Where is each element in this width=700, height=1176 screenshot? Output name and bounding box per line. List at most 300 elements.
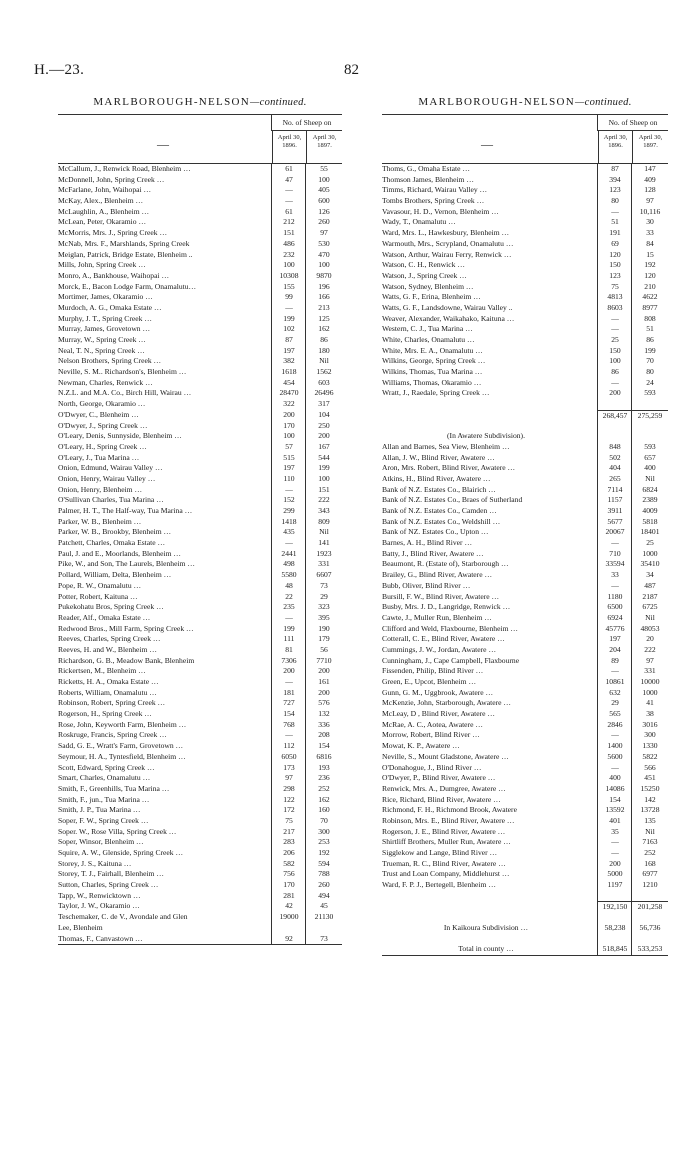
table-row: [58, 282, 342, 293]
owner-name: Storey, J. S., Kaituna …: [58, 858, 132, 868]
sheep-1897: 161: [318, 677, 330, 686]
sheep-1897: 141: [318, 538, 330, 548]
sheep-1897: 210: [644, 281, 656, 291]
owner-name: Warmouth, Mrs., Scrypland, Onamalutu …: [382, 238, 514, 248]
sheep-1897: 86: [320, 335, 328, 344]
sheep-1896: 6924: [607, 612, 623, 622]
sheep-1896: 197: [283, 345, 295, 355]
owner-name: O'Sullivan Charles, Tua Marina …: [58, 495, 164, 505]
owner-name: Storey, T. J., Fairhall, Blenheim …: [58, 869, 164, 879]
sheep-1896: —: [611, 762, 619, 772]
owner-name: Watts, G. F., Erina, Blenheim …: [382, 292, 481, 302]
sheep-1896: 75: [285, 815, 293, 825]
table-row: [58, 827, 342, 838]
table-row: [58, 527, 342, 538]
sheep-1896: 768: [283, 719, 295, 729]
sheep-1896: 80: [611, 196, 619, 206]
sheep-1896: —: [611, 580, 619, 590]
owner-name: Onion, Henry, Wairau Valley …: [58, 473, 156, 483]
sheep-1897: 1330: [642, 741, 658, 751]
sheep-1896: 58,238: [604, 922, 626, 932]
owner-name: Gunn, G. M., Uggbrook, Awatere …: [382, 687, 494, 697]
sheep-1896: 1400: [607, 741, 623, 751]
table-row: [58, 592, 342, 603]
table-row: [382, 303, 668, 314]
sheep-1897: 20: [646, 634, 654, 644]
sheep-1897: 200: [318, 431, 330, 441]
sheep-1897: 201,258: [632, 901, 668, 913]
sheep-1897: 199: [318, 463, 330, 473]
sheep-1897: 494: [318, 890, 330, 900]
table-row: [382, 410, 668, 421]
table-row: [58, 388, 342, 399]
table-row: [58, 185, 342, 196]
table-row: [382, 795, 668, 806]
table-row: [382, 506, 668, 517]
sheep-1897: 24: [646, 377, 654, 387]
owner-name: Smith, F., Greenhills, Tua Marina …: [58, 783, 170, 793]
sheep-1896: 150: [609, 260, 621, 270]
table-row: [382, 538, 668, 549]
sheep-1896: 3911: [607, 506, 623, 515]
owner-name: Palmer, H. T., The Half-way, Tua Marina …: [58, 506, 193, 515]
sheep-1896: 192,150: [598, 901, 632, 913]
sheep-1896: 102: [283, 324, 295, 334]
table-row: [382, 763, 668, 774]
sheep-1896: 20067: [605, 527, 625, 537]
owner-name: Robinson, Robert, Spring Creek …: [58, 698, 166, 708]
table-row: [382, 666, 668, 677]
owner-name: McKay, Alex., Blenheim …: [58, 196, 144, 206]
sheep-1896: 19000: [279, 912, 299, 922]
sheep-1896: 35: [611, 826, 619, 836]
owner-name: Renwick, Mrs. A., Dumgree, Awatere …: [382, 783, 506, 793]
table-row: [382, 784, 668, 795]
sheep-1896: 1418: [281, 516, 297, 526]
sheep-1896: —: [285, 677, 293, 686]
sheep-1896: 155: [283, 281, 295, 291]
owner-name: O'Dwyer, J., Spring Creek …: [58, 420, 148, 430]
owner-name: Monro, A., Bankhouse, Waihopai …: [58, 270, 170, 280]
table-row: [382, 869, 668, 880]
owner-name: Cotterall, C. E., Blind River, Awatere …: [382, 634, 505, 644]
sheep-1896: 122: [283, 794, 295, 804]
sheep-1896: 401: [609, 815, 621, 825]
sheep-1896: 45776: [605, 623, 625, 633]
owner-name: Busby, Mrs. J. D., Langridge, Renwick …: [382, 602, 511, 612]
owner-name: McLeay, D , Blind River, Awatere …: [382, 709, 496, 719]
table-row: [58, 314, 342, 325]
table-row: [382, 634, 668, 645]
table-row: [382, 624, 668, 635]
sheep-1896: 112: [283, 741, 295, 751]
owner-name: Richmond, F. H., Richmond Brook, Awatere: [382, 805, 517, 815]
sheep-1897: 6725: [642, 602, 658, 612]
table-row: [382, 431, 668, 442]
owner-name: Patchett, Charles, Omaka Estate …: [58, 538, 166, 548]
sheep-1896: 100: [283, 260, 295, 270]
sheep-1897: 252: [644, 848, 656, 857]
sheep-1896: 86: [611, 367, 619, 377]
owner-name: Parker, W. B., Brookby, Blenheim …: [58, 527, 172, 537]
table-row: [58, 239, 342, 250]
table-row: [58, 891, 342, 902]
table-row: [58, 666, 342, 677]
sheep-1897: 2187: [642, 591, 658, 601]
owner-name: White, Mrs. E. A., Onamalutu …: [382, 345, 483, 355]
sheep-1897: 30: [646, 217, 654, 227]
sheep-1896: 61: [285, 164, 293, 173]
owner-name: Rogerson, J. E., Blind River, Awatere …: [382, 826, 506, 836]
sheep-1896: 33: [611, 570, 619, 580]
owner-name: Tapp, W., Renwicktown …: [58, 890, 141, 900]
table-row: [58, 677, 342, 688]
sheep-1897: 18401: [640, 527, 660, 537]
owner-name: O'Donahogue, J., Blind River …: [382, 762, 482, 772]
table-row: [58, 934, 342, 945]
sheep-1897: 26496: [314, 388, 334, 398]
table-row: [382, 527, 668, 538]
table-row: [58, 752, 342, 763]
sheep-1896: 1618: [281, 367, 297, 377]
sheep-1897: 566: [644, 762, 656, 772]
table-row: [58, 517, 342, 528]
sheep-1897: 8977: [642, 302, 658, 312]
table-row: [382, 463, 668, 474]
sheep-1896: 454: [283, 377, 295, 387]
sheep-1897: 200: [318, 666, 330, 676]
page-number: 82: [344, 62, 359, 78]
sheep-1897: 25: [646, 538, 654, 548]
owner-name: McKenzie, John, Starborough, Awatere …: [382, 698, 511, 708]
table-row: [58, 442, 342, 453]
sheep-1896: 154: [609, 794, 621, 804]
table-row: [58, 474, 342, 485]
table-row: [382, 613, 668, 624]
sheep-1896: 435: [283, 527, 295, 537]
table-row: [382, 752, 668, 763]
sheep-1897: 199: [644, 345, 656, 355]
owner-name: Taylor, J. W., Okaramio …: [58, 901, 140, 911]
owner-name: Pukekohatu Bros, Spring Creek …: [58, 602, 164, 612]
sheep-1897: 192: [644, 260, 656, 270]
owner-name: Mowat, K. P., Awatere …: [382, 741, 460, 751]
table-row: [382, 196, 668, 207]
table-row: [58, 431, 342, 442]
sheep-1897: 2389: [642, 495, 658, 505]
sheep-1897: 97: [646, 196, 654, 206]
sheep-1896: 2441: [281, 548, 297, 558]
owner-name: (In Awatere Subdivision).: [447, 431, 525, 441]
owner-name: Richardson, G. B., Meadow Bank, Blenheim: [58, 655, 195, 665]
table-row: [58, 709, 342, 720]
sheep-1897: 4009: [642, 506, 658, 515]
sheep-1897: Nil: [645, 826, 655, 836]
sheep-1896: 181: [283, 687, 295, 697]
table-row: [382, 388, 668, 399]
table-row: [382, 356, 668, 367]
sheep-1896: 281: [283, 890, 295, 900]
table-row: [58, 624, 342, 635]
table-row: [382, 292, 668, 303]
sheep-1897: 38: [646, 709, 654, 719]
sheep-1896: 28470: [279, 388, 299, 398]
table-row: [382, 335, 668, 346]
sheep-1897: 6824: [642, 484, 658, 494]
sheep-1896: 322: [283, 399, 295, 409]
sheep-1896: 200: [609, 858, 621, 868]
owner-name: Soper, Winsor, Blenheim …: [58, 837, 144, 847]
sheep-1896: 7306: [281, 655, 297, 665]
sheep-1896: 710: [609, 548, 621, 558]
owner-name: Rogerson, H., Spring Creek …: [58, 709, 152, 719]
sheep-1896: 61: [285, 206, 293, 216]
sheep-1896: 197: [283, 463, 295, 473]
sheep-1897: 3016: [642, 719, 658, 729]
sheep-1896: 404: [609, 463, 621, 473]
sheep-1897: 97: [320, 228, 328, 238]
table-row: [382, 495, 668, 506]
sheep-1897: 70: [320, 815, 328, 825]
owner-name: O'Leary, H., Spring Creek …: [58, 441, 147, 451]
table-row: [58, 816, 342, 827]
table-row: [382, 773, 668, 784]
sheep-1897: 530: [318, 238, 330, 248]
table-row: [58, 741, 342, 752]
table-row: [58, 164, 342, 175]
table-row: [382, 912, 668, 923]
sheep-1896: 172: [283, 805, 295, 815]
sheep-1896: 22: [285, 591, 293, 601]
table-row: [382, 709, 668, 720]
right-table-header: — No. of Sheep on April 30, 1896. April 30, 1897.: [382, 114, 668, 164]
sheep-1897: 15: [646, 249, 654, 259]
sheep-1897: 196: [318, 281, 330, 291]
owner-name: Watson, C. H., Renwick …: [382, 260, 465, 270]
sheep-1896: 25: [611, 335, 619, 344]
year-1896-header: April 30, 1896.: [598, 130, 632, 163]
owner-name: Barnes, A. H., Blind River …: [382, 538, 473, 548]
table-row: [58, 228, 342, 239]
table-row: [58, 848, 342, 859]
owner-name: McFarlane, John, Waihopai …: [58, 185, 152, 195]
owner-name: Sutton, Charles, Spring Creek …: [58, 880, 159, 890]
sheep-1897: 100: [318, 473, 330, 483]
sheep-1896: —: [611, 837, 619, 847]
table-row: [58, 378, 342, 389]
table-row: [382, 837, 668, 848]
owner-name: Wilkins, George, Spring Creek …: [382, 356, 486, 366]
sheep-1896: 2846: [607, 719, 623, 729]
owner-name: Pope, R. W., Onamalutu …: [58, 580, 142, 590]
owner-name: O'Leary, J., Tua Marina …: [58, 452, 140, 462]
sheep-1896: —: [611, 377, 619, 387]
table-row: [382, 228, 668, 239]
table-row: [382, 271, 668, 282]
sheep-1896: 123: [609, 270, 621, 280]
sheep-1896: 14086: [605, 783, 625, 793]
left-column-title: MARLBOROUGH-NELSON—continued.: [93, 96, 307, 108]
table-row: [58, 356, 342, 367]
sheep-1897: 409: [644, 174, 656, 184]
sheep-1897: 100: [318, 260, 330, 270]
sheep-1897: Nil: [645, 473, 655, 483]
sheep-1896: 42: [285, 901, 293, 911]
table-row: [382, 741, 668, 752]
right-column-title: MARLBOROUGH-NELSON—continued.: [418, 96, 632, 108]
sheep-1897: 193: [318, 762, 330, 772]
table-row: [382, 367, 668, 378]
owner-name: Neville, S., Mount Gladstone, Awatere …: [382, 751, 509, 761]
sheep-1897: 788: [318, 869, 330, 879]
sheep-1897: 576: [318, 698, 330, 708]
owner-name: McMorris, Mrs. J., Spring Creek …: [58, 228, 168, 238]
sheep-1896: 382: [283, 356, 295, 366]
table-row: [58, 260, 342, 271]
sheep-1897: 4622: [642, 292, 658, 302]
sheep-1896: —: [285, 484, 293, 494]
sheep-1897: 80: [646, 367, 654, 377]
owner-name: Trust and Loan Company, Middlehurst …: [382, 869, 510, 879]
owner-name: Soper, F. W., Spring Creek …: [58, 815, 149, 825]
table-row: [58, 634, 342, 645]
table-row: [58, 463, 342, 474]
table-row: [58, 880, 342, 891]
sheep-1896: 5600: [607, 751, 623, 761]
sheep-1896: 8603: [607, 302, 623, 312]
sheep-1897: 260: [318, 880, 330, 890]
owner-name: White, Charles, Onamalutu …: [382, 335, 475, 344]
owner-name: Pike, W., and Son, The Laurels, Blenheim …: [58, 559, 195, 569]
sheep-1896: 283: [283, 837, 295, 847]
table-row: [58, 581, 342, 592]
sheep-1896: 515: [283, 452, 295, 462]
table-row: [58, 720, 342, 731]
year-1897-header: April 30, 1897.: [632, 130, 668, 163]
sheep-1896: 173: [283, 762, 295, 772]
sheep-1897: 252: [318, 783, 330, 793]
sheep-1897: 13728: [640, 805, 660, 815]
sheep-1896: 154: [283, 709, 295, 719]
owner-name: Thoms, G., Omaha Estate …: [382, 164, 470, 173]
sheep-1896: 33594: [605, 559, 625, 569]
owner-name: Wady, T., Onamalutu …: [382, 217, 456, 227]
sheep-1896: 120: [609, 249, 621, 259]
owner-name: Wratt, J., Raedale, Spring Creek …: [382, 388, 490, 398]
sheep-1896: 10308: [279, 270, 299, 280]
sheep-1897: 657: [644, 452, 656, 462]
sheep-1897: 7710: [316, 655, 332, 665]
sheep-1896: —: [611, 206, 619, 216]
table-row: [58, 645, 342, 656]
table-row: [382, 185, 668, 196]
table-row: [382, 549, 668, 560]
owner-name: Roberts, William, Onamalutu …: [58, 687, 157, 697]
sheep-1896: 498: [283, 559, 295, 569]
table-row: [58, 421, 342, 432]
sheep-1896: 1180: [607, 591, 623, 601]
owner-name: Robinson, Mrs. E., Blind River, Awatere …: [382, 815, 515, 825]
owner-name: Scott, Edward, Spring Creek …: [58, 762, 155, 772]
owner-name: North, George, Okaramio …: [58, 399, 146, 409]
sheep-1897: 142: [644, 794, 656, 804]
sheep-1897: 331: [318, 559, 330, 569]
owner-name: O'Dwyer, P., Blind River, Awatere …: [382, 773, 496, 783]
table-row: [58, 324, 342, 335]
table-row: [58, 837, 342, 848]
table-row: [58, 410, 342, 421]
owner-name: Cawte, J., Muller Run, Blenheim …: [382, 612, 492, 622]
sheep-1896: —: [611, 666, 619, 676]
sheep-1897: 809: [318, 516, 330, 526]
owner-name: Reeves, H. and W., Blenheim …: [58, 644, 157, 654]
owner-name: Murdoch, A. G., Omaka Estate …: [58, 302, 162, 312]
sheep-1897: 600: [318, 196, 330, 206]
left-table-header: — No. of Sheep on April 30, 1896. April 30, 1897.: [58, 114, 342, 164]
sheep-1896: 1157: [607, 495, 623, 505]
sheep-1897: 1562: [316, 367, 332, 377]
sheep-1897: 73: [320, 580, 328, 590]
table-row: [58, 292, 342, 303]
table-row: [382, 816, 668, 827]
owner-name: Watson, Arthur, Wairau Ferry, Renwick …: [382, 249, 512, 259]
sheep-1896: 565: [609, 709, 621, 719]
owner-name: Redwood Bros., Mill Farm, Spring Creek …: [58, 623, 194, 633]
sheep-1897: 48053: [640, 623, 660, 633]
table-row: [382, 421, 668, 432]
sheep-1897: 97: [646, 655, 654, 665]
owner-name: Teschemaker, C. de V., Avondale and Glen: [58, 912, 188, 922]
sheep-1897: 180: [318, 345, 330, 355]
table-row: [382, 517, 668, 528]
owner-name: Onion, Edmund, Wairau Valley …: [58, 463, 163, 473]
sheep-1897: 35410: [640, 559, 660, 569]
sheep-1897: 200: [318, 687, 330, 697]
owner-name: Murphy, J. T., Spring Creek …: [58, 313, 152, 323]
table-row: [382, 474, 668, 485]
sheep-1897: 34: [646, 570, 654, 580]
table-row: [58, 763, 342, 774]
sheep-1897: 336: [318, 719, 330, 729]
sheep-1896: 99: [285, 292, 293, 302]
sheep-1897: 1000: [642, 548, 658, 558]
table-row: [382, 570, 668, 581]
table-row: [382, 282, 668, 293]
table-row: [58, 271, 342, 282]
owner-name: Shirtliff Brothers, Muller Run, Awatere …: [382, 837, 511, 847]
table-row: [58, 367, 342, 378]
sheep-1897: 260: [318, 217, 330, 227]
sheep-1897: 222: [644, 644, 656, 654]
owner-name: Sigglekow and Lange, Blind River …: [382, 848, 498, 857]
table-row: [382, 805, 668, 816]
sheep-1896: 299: [283, 506, 295, 515]
sheep-1896: 582: [283, 858, 295, 868]
sheep-1896: 200: [283, 666, 295, 676]
sheep-1897: 160: [318, 805, 330, 815]
owner-name: Lee, Blenheim: [58, 922, 103, 932]
sheep-1897: 222: [318, 495, 330, 505]
owner-name: Murray, W., Spring Creek …: [58, 335, 146, 344]
table-row: [382, 442, 668, 453]
owner-name: McLaughlin, A., Blenheim …: [58, 206, 150, 216]
sheep-1896: —: [285, 730, 293, 740]
table-row: [58, 912, 342, 923]
sheep-1896: —: [611, 538, 619, 548]
owner-name: Roskruge, Francis, Spring Creek …: [58, 730, 167, 740]
sheep-1896: 486: [283, 238, 295, 248]
right-table-body: [382, 164, 668, 956]
